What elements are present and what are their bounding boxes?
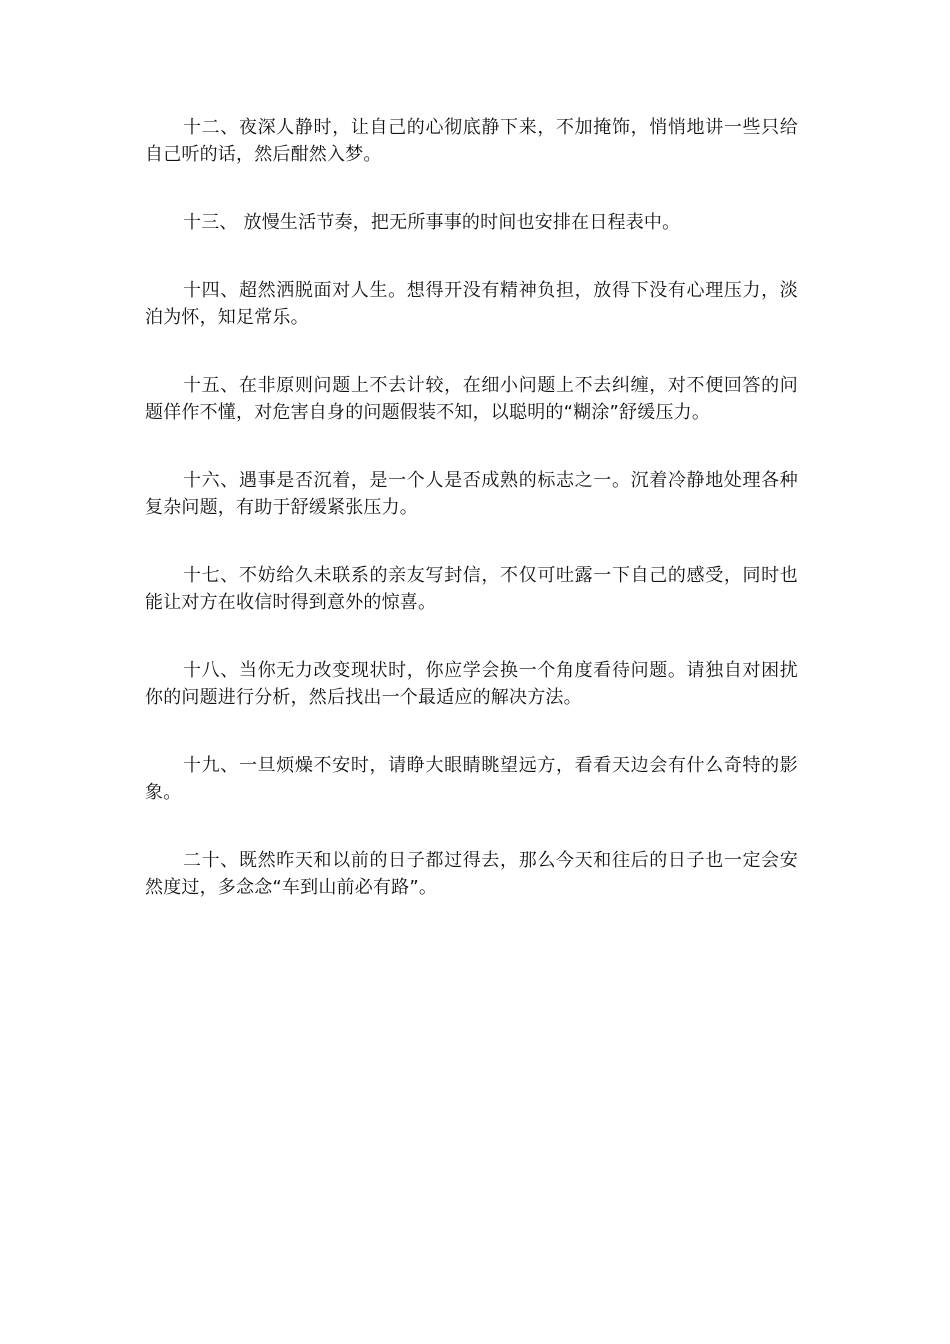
paragraph-19: 十九、一旦烦燥不安时，请睁大眼睛眺望远方，看看天边会有什么奇特的影象。: [145, 755, 798, 803]
paragraph-12: 十二、夜深人静时，让自己的心彻底静下来，不加掩饰，悄悄地讲一些只给自己听的话，然后酣然入梦。: [145, 117, 798, 165]
document-body: [145, 114, 798, 942]
paragraph-16: 十六、遇事是否沉着，是一个人是否成熟的标志之一。沉着冷静地处理各种复杂问题，有助于舒缓紧张压力。: [145, 470, 798, 518]
paragraph-17: 十七、不妨给久未联系的亲友写封信，不仅可吐露一下自己的感受，同时也能让对方在收信时得到意外的惊喜。: [145, 565, 798, 613]
paragraph-20: 二十、既然昨天和以前的日子都过得去，那么今天和往后的日子也一定会安然度过，多念念“车到山前必有路”。: [145, 850, 798, 898]
paragraph-13: 十三、 放慢生活节奏，把无所事事的时间也安排在日程表中。: [183, 212, 681, 233]
paragraph-15: 十五、在非原则问题上不去计较，在细小问题上不去纠缠，对不便回答的问题佯作不懂，对危害自身的问题假装不知，以聪明的“糊涂”舒缓压力。: [145, 375, 798, 423]
paragraph-18: 十八、当你无力改变现状时，你应学会换一个角度看待问题。请独自对困扰你的问题进行分析，然后找出一个最适应的解决方法。: [145, 660, 798, 708]
paragraph-14: 十四、超然洒脱面对人生。想得开没有精神负担，放得下没有心理压力，淡泊为怀，知足常乐。: [145, 280, 798, 328]
